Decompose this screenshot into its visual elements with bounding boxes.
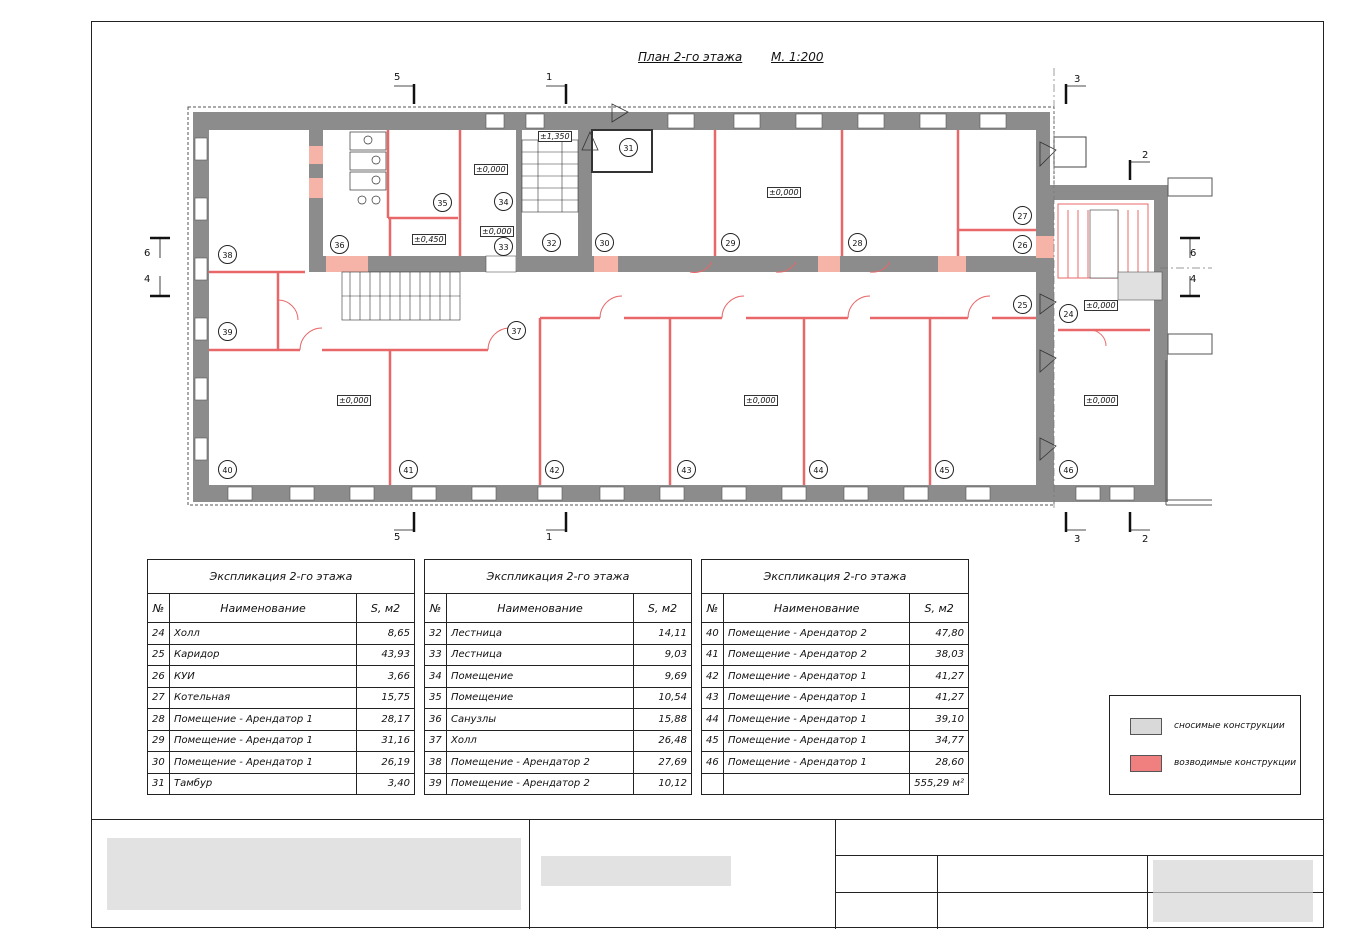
- table-row: 31 Тамбур 3,40: [148, 773, 415, 795]
- table-row: 42 Помещение - Арендатор 1 41,27: [702, 666, 969, 688]
- legend: [1109, 695, 1301, 795]
- legend-swatch-removed: [1130, 718, 1162, 735]
- level-mark: ±0,450: [414, 235, 444, 244]
- table-row: 41 Помещение - Арендатор 2 38,03: [702, 644, 969, 666]
- room-marker: 36: [330, 235, 349, 254]
- room-marker: 39: [218, 322, 237, 341]
- level-mark: ±1,350: [540, 132, 570, 141]
- room-marker: 45: [935, 460, 954, 479]
- section-label: 4: [1190, 274, 1197, 285]
- level-mark: ±0,000: [769, 188, 799, 197]
- section-label: 6: [144, 248, 151, 259]
- room-marker: 31: [619, 138, 638, 157]
- table-row: 46 Помещение - Арендатор 1 28,60: [702, 752, 969, 774]
- level-mark: ±0,000: [746, 396, 776, 405]
- table-caption: Экспликация 2-го этажа: [702, 560, 969, 594]
- explication-table-3: [701, 559, 969, 795]
- table-row: 34 Помещение 9,69: [425, 666, 692, 688]
- col-no: №: [425, 594, 447, 623]
- room-marker: 35: [433, 193, 452, 212]
- table-row: 33 Лестница 9,03: [425, 644, 692, 666]
- table-row: 27 Котельная 15,75: [148, 687, 415, 709]
- section-label: 2: [1142, 150, 1149, 161]
- table-row: 45 Помещение - Арендатор 1 34,77: [702, 730, 969, 752]
- table-row: 35 Помещение 10,54: [425, 687, 692, 709]
- room-marker: 29: [721, 233, 740, 252]
- table-row: 36 Санузлы 15,88: [425, 709, 692, 731]
- legend-label-removed: сносимые конструкции: [1174, 721, 1285, 731]
- title-block: [91, 819, 1324, 928]
- table-row: 32 Лестница 14,11: [425, 623, 692, 645]
- section-label: 6: [1190, 248, 1197, 259]
- col-name: Наименование: [724, 594, 910, 623]
- room-marker: 26: [1013, 235, 1032, 254]
- table-row: 44 Помещение - Арендатор 1 39,10: [702, 709, 969, 731]
- col-name: Наименование: [170, 594, 357, 623]
- table-row: 29 Помещение - Арендатор 1 31,16: [148, 730, 415, 752]
- section-label: 3: [1074, 74, 1081, 85]
- table-row: 39 Помещение - Арендатор 2 10,12: [425, 773, 692, 795]
- legend-swatch-erected: [1130, 755, 1162, 772]
- plan-scale: М. 1:200: [771, 50, 824, 64]
- room-marker: 33: [494, 237, 513, 256]
- room-marker: 40: [218, 460, 237, 479]
- table-row: 38 Помещение - Арендатор 2 27,69: [425, 752, 692, 774]
- col-area: S, м2: [910, 594, 969, 623]
- table-row: 30 Помещение - Арендатор 1 26,19: [148, 752, 415, 774]
- col-area: S, м2: [634, 594, 692, 623]
- room-marker: 30: [595, 233, 614, 252]
- section-label: 1: [546, 72, 553, 83]
- section-label: 5: [394, 72, 401, 83]
- room-marker: 34: [494, 192, 513, 211]
- redacted-text: [107, 838, 521, 910]
- redacted-text: [541, 856, 731, 886]
- table-row: 28 Помещение - Арендатор 1 28,17: [148, 709, 415, 731]
- section-label: 1: [546, 532, 553, 543]
- table-row: 40 Помещение - Арендатор 2 47,80: [702, 623, 969, 645]
- level-mark: ±0,000: [1086, 301, 1116, 310]
- level-mark: ±0,000: [1086, 396, 1116, 405]
- table-row: 24 Холл 8,65: [148, 623, 415, 645]
- explication-table-2: [424, 559, 692, 795]
- room-marker: 25: [1013, 295, 1032, 314]
- table-row: 43 Помещение - Арендатор 1 41,27: [702, 687, 969, 709]
- col-name: Наименование: [447, 594, 634, 623]
- plan-title: План 2-го этажа: [638, 50, 743, 64]
- room-marker: 27: [1013, 206, 1032, 225]
- level-mark: ±0,000: [339, 396, 369, 405]
- table-caption: Экспликация 2-го этажа: [148, 560, 415, 594]
- total-area: 555,29 м²: [910, 773, 969, 795]
- table-caption: Экспликация 2-го этажа: [425, 560, 692, 594]
- room-marker: 44: [809, 460, 828, 479]
- section-label: 2: [1142, 534, 1149, 545]
- section-label: 3: [1074, 534, 1081, 545]
- col-no: №: [702, 594, 724, 623]
- room-marker: 24: [1059, 304, 1078, 323]
- room-marker: 32: [542, 233, 561, 252]
- table-row: 25 Каридор 43,93: [148, 644, 415, 666]
- explication-table-1: [147, 559, 415, 795]
- section-label: 4: [144, 274, 151, 285]
- table-row: 37 Холл 26,48: [425, 730, 692, 752]
- table-row: 26 КУИ 3,66: [148, 666, 415, 688]
- redacted-text: [1153, 860, 1313, 922]
- legend-label-erected: возводимые конструкции: [1174, 758, 1297, 768]
- level-mark: ±0,000: [476, 165, 506, 174]
- room-marker: 43: [677, 460, 696, 479]
- room-marker: 28: [848, 233, 867, 252]
- col-no: №: [148, 594, 170, 623]
- col-area: S, м2: [357, 594, 415, 623]
- table-total-row: [702, 773, 969, 795]
- room-marker: 37: [507, 321, 526, 340]
- section-label: 5: [394, 532, 401, 543]
- room-marker: 41: [399, 460, 418, 479]
- room-marker: 42: [545, 460, 564, 479]
- level-mark: ±0,000: [482, 227, 512, 236]
- room-marker: 46: [1059, 460, 1078, 479]
- room-marker: 38: [218, 245, 237, 264]
